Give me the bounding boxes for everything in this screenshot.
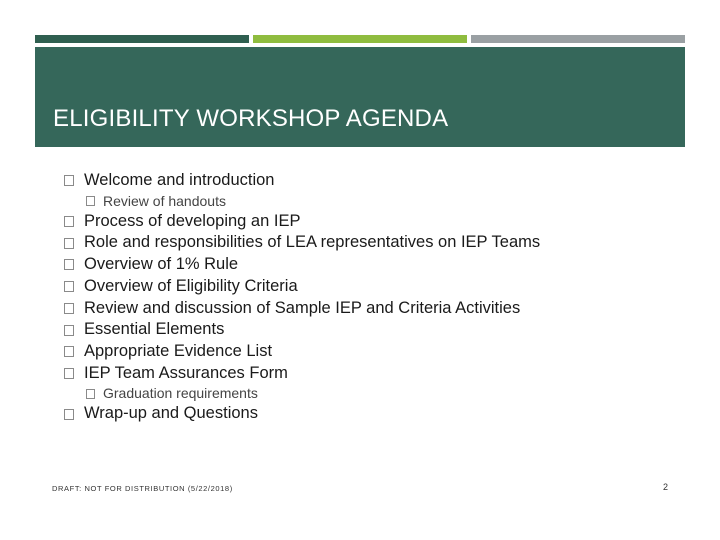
- agenda-item-text: Review and discussion of Sample IEP and Criteria Activities: [84, 298, 521, 317]
- checkbox-bullet-icon: [64, 259, 74, 270]
- agenda-item: [64, 276, 694, 298]
- agenda-item-text: Overview of Eligibility Criteria: [84, 276, 298, 295]
- page-number: 2: [662, 482, 668, 492]
- checkbox-bullet-icon: [64, 175, 74, 186]
- agenda-subitem: [64, 384, 694, 403]
- slide-title: ELIGIBILITY WORKSHOP AGENDA: [53, 105, 449, 132]
- checkbox-bullet-icon: [64, 238, 74, 249]
- agenda-item: [64, 232, 694, 254]
- agenda-item-text: Overview of 1% Rule: [84, 255, 239, 274]
- agenda-item-text: Appropriate Evidence List: [84, 341, 273, 360]
- checkbox-bullet-icon: [64, 303, 74, 314]
- footer-note: DRAFT: NOT FOR DISTRIBUTION (5/22/2018): [52, 484, 233, 493]
- agenda-item-text: IEP Team Assurances Form: [84, 363, 288, 382]
- agenda-item: [64, 298, 694, 320]
- checkbox-bullet-icon: [64, 409, 74, 420]
- agenda-subitem-text: Review of handouts: [103, 192, 226, 209]
- agenda-list: [64, 170, 694, 425]
- title-band: [35, 47, 685, 147]
- checkbox-bullet-icon: [86, 389, 95, 399]
- agenda-item-text: Process of developing an IEP: [84, 211, 301, 230]
- agenda-item: [64, 363, 694, 385]
- agenda-item: [64, 254, 694, 276]
- agenda-item: [64, 403, 694, 425]
- checkbox-bullet-icon: [64, 325, 74, 336]
- agenda-item: [64, 319, 694, 341]
- agenda-item: [64, 211, 694, 233]
- checkbox-bullet-icon: [64, 281, 74, 292]
- agenda-item-text: Wrap-up and Questions: [84, 404, 258, 423]
- checkbox-bullet-icon: [64, 216, 74, 227]
- checkbox-bullet-icon: [86, 196, 95, 206]
- checkbox-bullet-icon: [64, 368, 74, 379]
- accent-bar-light-green: [253, 35, 467, 43]
- agenda-item-text: Role and responsibilities of LEA representatives on IEP Teams: [84, 233, 541, 252]
- agenda-item-text: Essential Elements: [84, 320, 225, 339]
- agenda-subitem: [64, 192, 694, 211]
- accent-bar-gray: [471, 35, 685, 43]
- checkbox-bullet-icon: [64, 346, 74, 357]
- accent-bar-dark-green: [35, 35, 249, 43]
- agenda-subitem-text: Graduation requirements: [103, 385, 258, 402]
- agenda-item-text: Welcome and introduction: [84, 171, 275, 189]
- agenda-item: [64, 170, 694, 192]
- agenda-item: [64, 341, 694, 363]
